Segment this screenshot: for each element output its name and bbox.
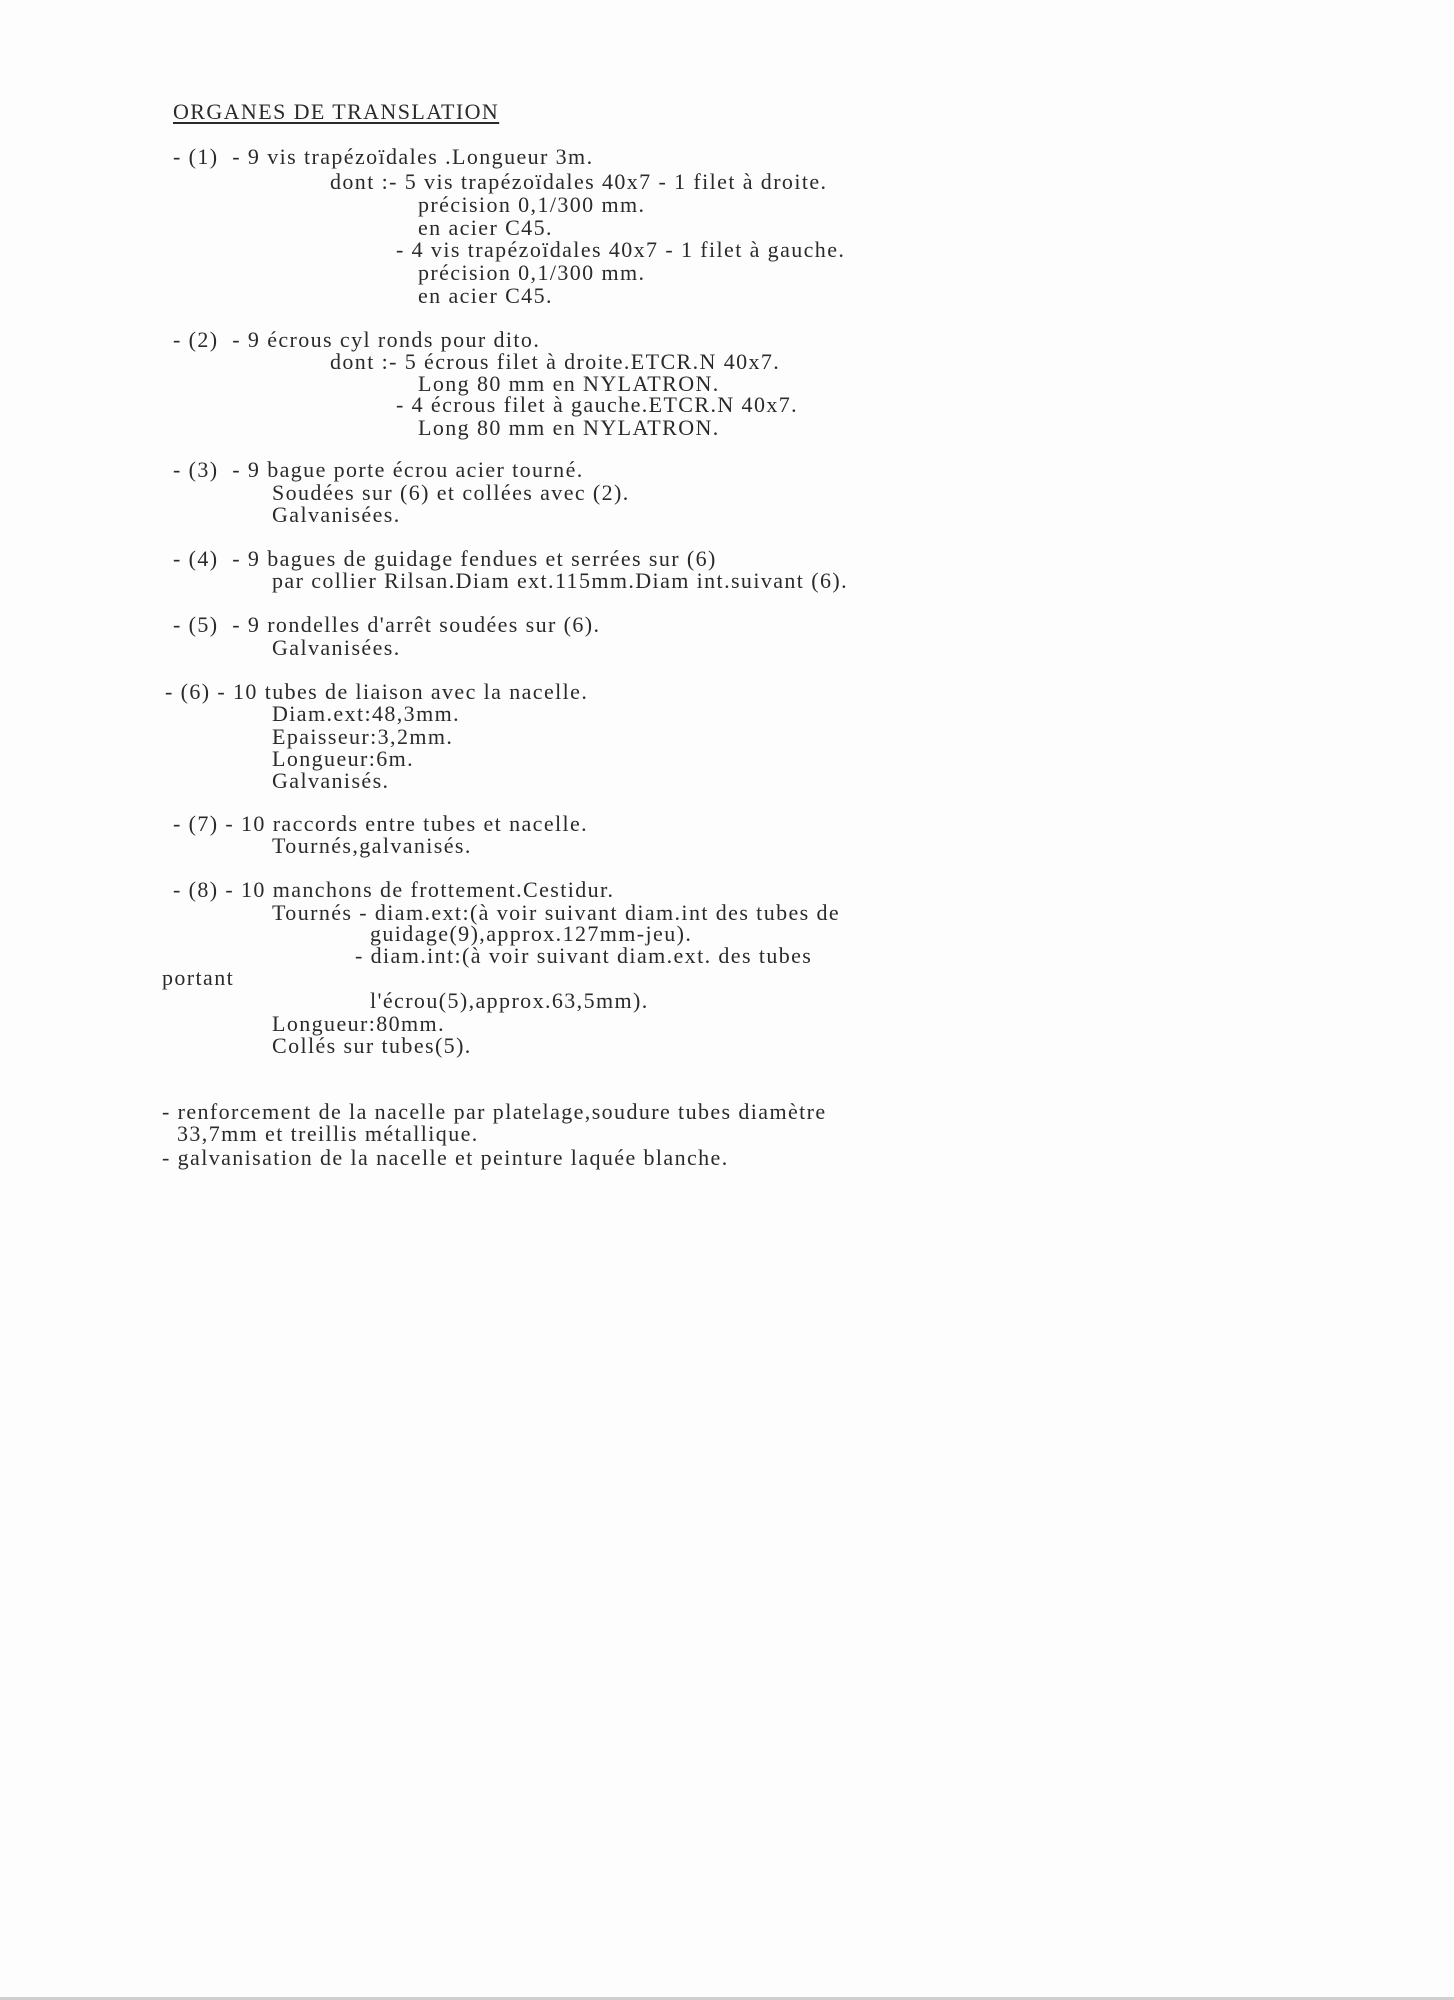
item-line: dont :- 5 vis trapézoïdales 40x7 - 1 filet à droite. [330, 169, 828, 194]
item-line: Long 80 mm en NYLATRON. [418, 415, 720, 440]
item-line: en acier C45. [418, 215, 553, 240]
note-line: - renforcement de la nacelle par platelage,soudure tubes diamètre [162, 1099, 827, 1124]
item-heading: - (2) - 9 écrous cyl ronds pour dito. [173, 327, 541, 352]
item-line: Diam.ext:48,3mm. [272, 701, 460, 726]
note-line: 33,7mm et treillis métallique. [177, 1121, 479, 1146]
item-line: précision 0,1/300 mm. [418, 192, 646, 217]
item-line: portant [162, 965, 235, 990]
item-heading: - (1) - 9 vis trapézoïdales .Longueur 3m. [173, 144, 594, 169]
item-line: l'écrou(5),approx.63,5mm). [370, 988, 649, 1013]
item-line: Galvanisées. [272, 635, 401, 660]
item-line: Tournés - diam.ext:(à voir suivant diam.int des tubes de [272, 900, 841, 925]
item-heading: - (6) - 10 tubes de liaison avec la nacelle. [165, 679, 589, 704]
item-line: Longueur:6m. [272, 746, 415, 771]
item-line: guidage(9),approx.127mm-jeu). [370, 921, 693, 946]
item-line: Epaisseur:3,2mm. [272, 724, 454, 749]
item-line: - diam.int:(à voir suivant diam.ext. des tubes [355, 943, 813, 968]
item-heading: - (5) - 9 rondelles d'arrêt soudées sur (6). [173, 612, 601, 637]
item-line: Tournés,galvanisés. [272, 833, 472, 858]
item-heading: - (8) - 10 manchons de frottement.Cestidur. [173, 877, 615, 902]
item-line: Long 80 mm en NYLATRON. [418, 371, 720, 396]
item-line: Longueur:80mm. [272, 1011, 445, 1036]
item-line: - 4 vis trapézoïdales 40x7 - 1 filet à gauche. [396, 237, 846, 262]
item-line: Collés sur tubes(5). [272, 1033, 472, 1058]
item-line: Galvanisées. [272, 502, 401, 527]
item-heading: - (3) - 9 bague porte écrou acier tourné. [173, 457, 584, 482]
item-line: Galvanisés. [272, 768, 390, 793]
item-heading: - (7) - 10 raccords entre tubes et nacelle. [173, 811, 589, 836]
page-title: ORGANES DE TRANSLATION [173, 99, 500, 124]
item-line: précision 0,1/300 mm. [418, 260, 646, 285]
item-line: par collier Rilsan.Diam ext.115mm.Diam int.suivant (6). [272, 568, 848, 593]
note-line: - galvanisation de la nacelle et peinture laquée blanche. [162, 1145, 729, 1170]
item-line: dont :- 5 écrous filet à droite.ETCR.N 40x7. [330, 349, 781, 374]
item-line: Soudées sur (6) et collées avec (2). [272, 480, 630, 505]
item-line: - 4 écrous filet à gauche.ETCR.N 40x7. [396, 392, 799, 417]
item-heading: - (4) - 9 bagues de guidage fendues et serrées sur (6) [173, 546, 717, 571]
item-line: en acier C45. [418, 283, 553, 308]
